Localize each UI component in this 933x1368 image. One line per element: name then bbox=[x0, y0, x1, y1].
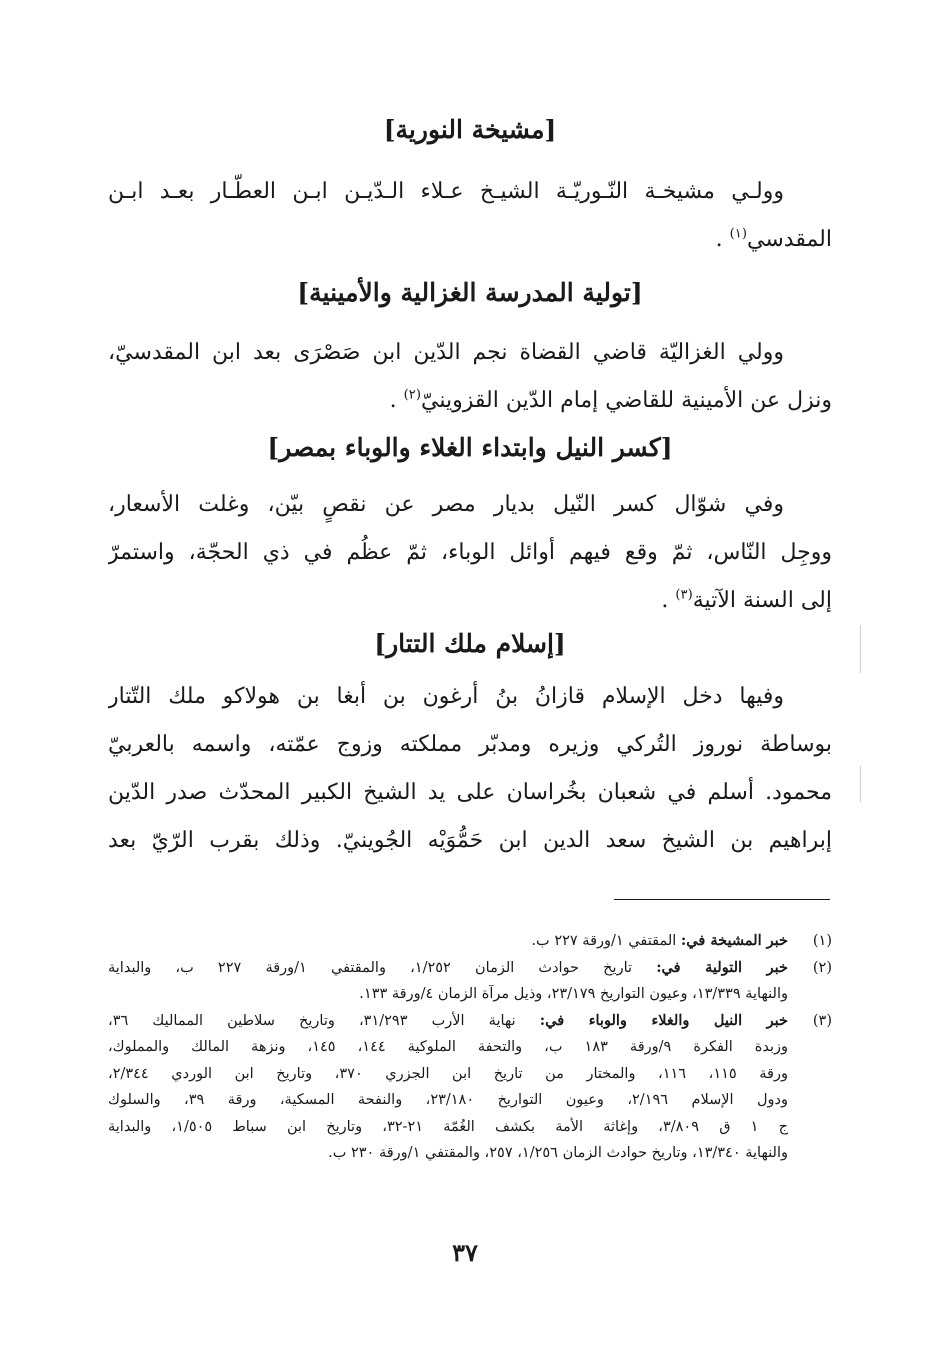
scan-margin-mark bbox=[860, 625, 861, 673]
footnote-1 bbox=[108, 928, 832, 955]
footnote-2 bbox=[108, 955, 832, 1008]
footnote-lead: خبر المشيخة في: bbox=[680, 932, 788, 949]
footnote-lead: خبر النيل والغلاء والوباء في: bbox=[539, 1011, 788, 1029]
footnote-number: (٣) bbox=[812, 1012, 832, 1029]
scan-margin-mark bbox=[860, 766, 861, 802]
section-heading-ghazaliyya: [تولية المدرسة الغزالية والأمينية] bbox=[297, 278, 643, 307]
footnote-ref: (٢) bbox=[403, 387, 422, 403]
full-stop: . bbox=[661, 588, 676, 613]
footnote-ref: (٣) bbox=[675, 587, 693, 603]
paragraph-line: محمود. أسلم في شعبان بخُراسان على يد الشيخ الكبير المحدّث صدر الدّين bbox=[108, 780, 832, 805]
paragraph-line: بوساطة نوروز التُركي وزيره ومدبّر مملكته وزوج عمّته، واسمه بالعربيّ bbox=[108, 732, 832, 757]
full-stop: . bbox=[715, 227, 730, 252]
section-heading-nooriyya: [مشيخة النورية] bbox=[383, 115, 557, 144]
paragraph-line-text: المقدسي bbox=[747, 227, 832, 252]
paragraph-line: وولي الغزاليّة قاضي القضاة نجم الدّين ابن صَصْرَى بعد ابن المقدسيّ، bbox=[108, 340, 784, 365]
footnote-number: (١) bbox=[812, 933, 832, 949]
paragraph-nile bbox=[108, 481, 832, 625]
footnote-line: وزبدة الفكرة ٩/ورقة ١٨٣ ب، والتحفة الملوكية ١٤٤، ١٤٥، ونزهة المالك والمملوك، bbox=[108, 1039, 788, 1055]
footnote-line bbox=[108, 955, 788, 982]
paragraph-line: وفي شوّال كسر النّيل بديار مصر عن نقصٍ بيّن، وغلت الأسعار، bbox=[108, 492, 784, 517]
paragraph-ghazaliyya bbox=[108, 329, 832, 425]
footnote-line: والنهاية ١٣/٣٣٩، وعيون التواريخ ٢٣/١٧٩، وذيل مرآة الزمان ٤/ورقة ١٣٣. bbox=[359, 986, 788, 1002]
paragraph-tatar bbox=[108, 673, 832, 865]
paragraph-line: إبراهيم بن الشيخ سعد الدين ابن حَمُّوَيْه الجُوينيّ. وذلك بقرب الرّيّ بعد bbox=[108, 828, 832, 853]
paragraph-line-with-note bbox=[108, 577, 832, 625]
footnote-line bbox=[108, 928, 788, 955]
footnote-ref: (١) bbox=[729, 226, 748, 242]
footnote-separator bbox=[614, 899, 830, 900]
footnote-line: والنهاية ١٣/٣٤٠، وتاريخ حوادث الزمان ١/٢٥٦، ٢٥٧، والمقتفي ١/ورقة ٢٣٠ ب. bbox=[328, 1145, 788, 1161]
footnotes bbox=[108, 928, 832, 1167]
full-stop: . bbox=[389, 388, 404, 413]
paragraph-line-with-note bbox=[108, 216, 832, 264]
paragraph-line: وفيها دخل الإسلام قازانُ بنُ أرغون بن أبغا بن هولاكو ملك التّتار bbox=[108, 684, 784, 709]
paragraph-line-with-note bbox=[108, 377, 832, 425]
page-number: ٣٧ bbox=[452, 1238, 478, 1267]
section-heading-nile: [كسر النيل وابتداء الغلاء والوباء بمصر] bbox=[267, 433, 673, 462]
footnote-line: ودول الإسلام ٢/١٩٦، وعيون التواريخ ٢٣/١٨٠، والنفحة المسكية، ورقة ٣٩، والسلوك bbox=[108, 1092, 788, 1108]
paragraph-line-text: إلى السنة الآتية bbox=[692, 588, 832, 613]
paragraph-line: وولـي مشيخـة النّـوريّـة الشيـخ عـلاء الـدّيـن ابـن العطّـار بعـد ابـن bbox=[108, 179, 784, 204]
footnote-line: ورقة ١١٥، ١١٦، والمختار من تاريخ ابن الجزري ٣٧٠، وتاريخ ابن الوردي ٢/٣٤٤، bbox=[108, 1065, 788, 1082]
footnote-line bbox=[108, 1008, 788, 1035]
footnote-3 bbox=[108, 1008, 832, 1167]
section-heading-tatar: [إسلام ملك التتار] bbox=[374, 629, 566, 658]
paragraph-line: ووجِل النّاس، ثمّ وقع فيهم أوائل الوباء، ثمّ عظُم في ذي الحجّة، واستمرّ bbox=[108, 540, 832, 565]
footnote-text: تاريخ حوادث الزمان ١/٢٥٢، والمقتفي ١/ورقة ٢٢٧ ب، والبداية bbox=[108, 959, 633, 976]
footnote-number: (٢) bbox=[812, 959, 832, 976]
footnote-text: نهاية الأرب ٣١/٢٩٣، وتاريخ سلاطين المماليك ٣٦، bbox=[108, 1012, 516, 1029]
footnote-text: المقتفي ١/ورقة ٢٢٧ ب. bbox=[531, 933, 677, 949]
paragraph-nooriyya bbox=[108, 168, 832, 264]
footnote-line: ج ١ ق ٣/٨٠٩، وإغاثة الأمة بكشف الغُمّة ٢١-٣٢، وتاريخ ابن سباط ١/٥٠٥، والبداية bbox=[108, 1118, 788, 1135]
footnote-lead: خبر التولية في: bbox=[656, 958, 788, 976]
paragraph-line-text: ونزل عن الأمينية للقاضي إمام الدّين القزوينيّ bbox=[421, 388, 832, 413]
